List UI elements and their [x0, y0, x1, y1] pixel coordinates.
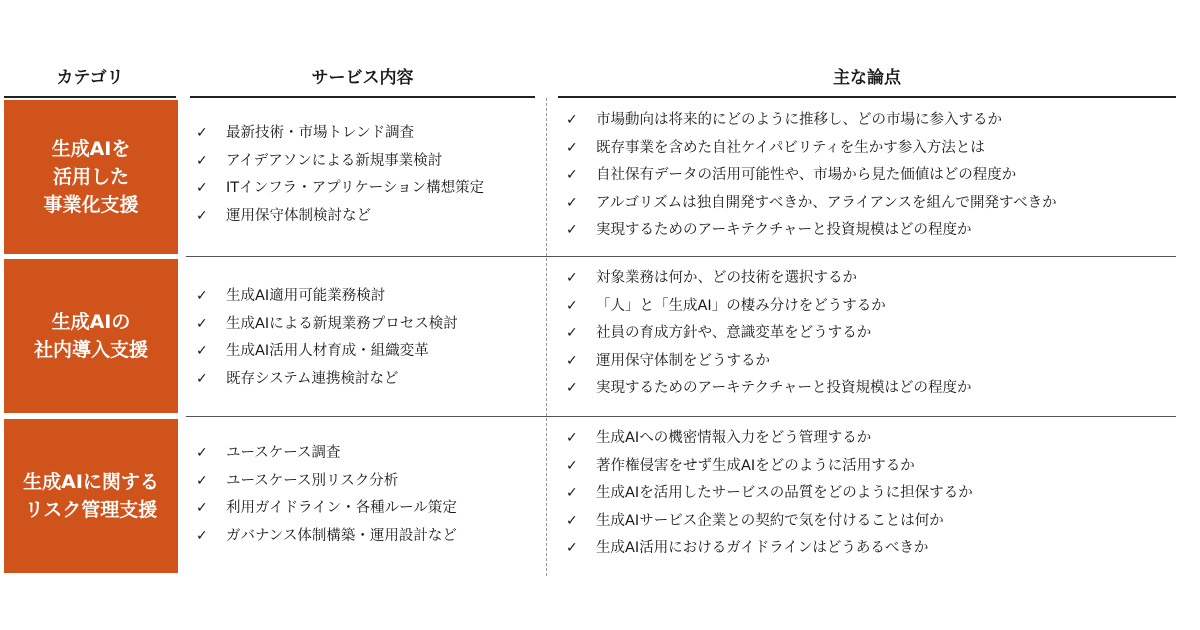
- check-icon: ✓: [566, 194, 578, 211]
- check-icon: ✓: [196, 207, 208, 224]
- points-item-text: アルゴリズムは独自開発すべきか、アライアンスを組んで開発すべきか: [596, 194, 1057, 211]
- services-item-text: ユースケース別リスク分析: [226, 472, 399, 489]
- points-item-text: 市場動向は将来的にどのように推移し、どの市場に参入するか: [596, 112, 1002, 128]
- check-icon: ✓: [196, 445, 208, 461]
- column-divider: [546, 98, 547, 576]
- services-item-text: 生成AI活用人材育成・組織変革: [226, 343, 429, 359]
- points-item: [566, 217, 1178, 245]
- check-icon: ✓: [566, 297, 578, 314]
- services-item: [196, 338, 541, 366]
- points-list: [566, 265, 1178, 403]
- points-item-text: 社員の育成方針や、意識変革をどうするか: [596, 325, 872, 341]
- points-item-text: 既存事業を含めた自社ケイパビリティを生かす参入方法とは: [596, 139, 985, 156]
- points-item-text: 実現するためのアーキテクチャーと投資規模はどの程度か: [596, 222, 972, 238]
- check-icon: ✓: [566, 540, 578, 556]
- category-label-line: 活用した: [52, 166, 129, 188]
- points-item: [566, 320, 1178, 348]
- category-label-line: リスク管理支援: [24, 499, 158, 521]
- check-icon: ✓: [196, 315, 208, 332]
- header-points: 主な論点: [558, 60, 1176, 98]
- services-item-text: 最新技術・市場トレンド調査: [226, 125, 415, 141]
- check-icon: ✓: [196, 500, 208, 516]
- points-item-text: 生成AI活用におけるガイドラインはどうあるべきか: [596, 540, 929, 556]
- services-item-text: 運用保守体制検討など: [226, 207, 371, 224]
- services-item: [196, 440, 541, 468]
- services-item: [196, 175, 541, 203]
- points-item: [566, 480, 1178, 508]
- services-item: [196, 148, 541, 176]
- services-list: [196, 120, 541, 230]
- services-item-text: 生成AIによる新規業務プロセス検討: [226, 315, 458, 332]
- points-item: [566, 508, 1178, 536]
- services-item-text: ユースケース調査: [226, 445, 341, 461]
- points-list: [566, 425, 1178, 563]
- check-icon: ✓: [196, 180, 208, 196]
- services-item: [196, 366, 541, 394]
- points-item: [566, 348, 1178, 376]
- check-icon: ✓: [566, 352, 578, 369]
- services-item-text: 既存システム連携検討など: [226, 370, 399, 387]
- check-icon: ✓: [566, 325, 578, 341]
- category-cell: [4, 419, 178, 573]
- check-icon: ✓: [566, 139, 578, 156]
- points-item: [566, 293, 1178, 321]
- header-services: サービス内容: [190, 60, 535, 98]
- points-item: [566, 135, 1178, 163]
- points-item: [566, 107, 1178, 135]
- services-item: [196, 283, 541, 311]
- services-item: [196, 311, 541, 339]
- check-icon: ✓: [566, 270, 578, 286]
- points-item: [566, 190, 1178, 218]
- check-icon: ✓: [196, 288, 208, 304]
- check-icon: ✓: [566, 512, 578, 529]
- check-icon: ✓: [196, 125, 208, 141]
- check-icon: ✓: [196, 527, 208, 544]
- category-cell: [4, 259, 178, 413]
- services-item-text: 利用ガイドライン・各種ルール策定: [226, 500, 457, 516]
- points-item-text: 著作権侵害をせず生成AIをどのように活用するか: [596, 457, 915, 474]
- points-item-text: 生成AIサービス企業との契約で気を付けることは何か: [596, 512, 944, 529]
- services-list: [196, 440, 541, 550]
- services-item: [196, 468, 541, 496]
- services-item: [196, 203, 541, 231]
- check-icon: ✓: [566, 222, 578, 238]
- points-item: [566, 535, 1178, 563]
- services-item: [196, 523, 541, 551]
- points-item: [566, 425, 1178, 453]
- points-item: [566, 375, 1178, 403]
- check-icon: ✓: [566, 167, 578, 183]
- category-label-line: 事業化支援: [43, 194, 139, 216]
- check-icon: ✓: [196, 152, 208, 169]
- check-icon: ✓: [566, 112, 578, 128]
- points-item-text: 自社保有データの活用可能性や、市場から見た価値はどの程度か: [596, 167, 1017, 183]
- check-icon: ✓: [566, 457, 578, 474]
- points-item-text: 「人」と「生成AI」の棲み分けをどうするか: [596, 297, 886, 314]
- category-label-line: 社内導入支援: [33, 339, 148, 361]
- row-divider: [186, 256, 1176, 257]
- services-list: [196, 283, 541, 393]
- services-item: [196, 495, 541, 523]
- services-item-text: ITインフラ・アプリケーション構想策定: [226, 180, 485, 196]
- category-label-line: 生成AIの: [51, 311, 131, 333]
- services-item-text: アイデアソンによる新規事業検討: [226, 152, 443, 169]
- header-category: カテゴリ: [4, 60, 176, 98]
- points-item: [566, 453, 1178, 481]
- points-item-text: 実現するためのアーキテクチャーと投資規模はどの程度か: [596, 380, 972, 396]
- services-item: [196, 120, 541, 148]
- points-item: [566, 162, 1178, 190]
- category-label-line: 生成AIを: [51, 138, 131, 160]
- services-item-text: 生成AI適用可能業務検討: [226, 288, 386, 304]
- category-cell: [4, 100, 178, 254]
- points-item-text: 運用保守体制をどうするか: [596, 352, 770, 369]
- points-item-text: 生成AIを活用したサービスの品質をどのように担保するか: [596, 485, 973, 501]
- check-icon: ✓: [196, 370, 208, 387]
- check-icon: ✓: [566, 380, 578, 396]
- check-icon: ✓: [566, 485, 578, 501]
- points-item-text: 生成AIへの機密情報入力をどう管理するか: [596, 430, 872, 446]
- category-label-line: 生成AIに関する: [23, 471, 159, 493]
- points-item: [566, 265, 1178, 293]
- points-item-text: 対象業務は何か、どの技術を選択するか: [596, 270, 857, 286]
- services-item-text: ガバナンス体制構築・運用設計など: [226, 527, 457, 544]
- check-icon: ✓: [196, 343, 208, 359]
- check-icon: ✓: [196, 472, 208, 489]
- row-divider: [186, 416, 1176, 417]
- check-icon: ✓: [566, 430, 578, 446]
- points-list: [566, 107, 1178, 245]
